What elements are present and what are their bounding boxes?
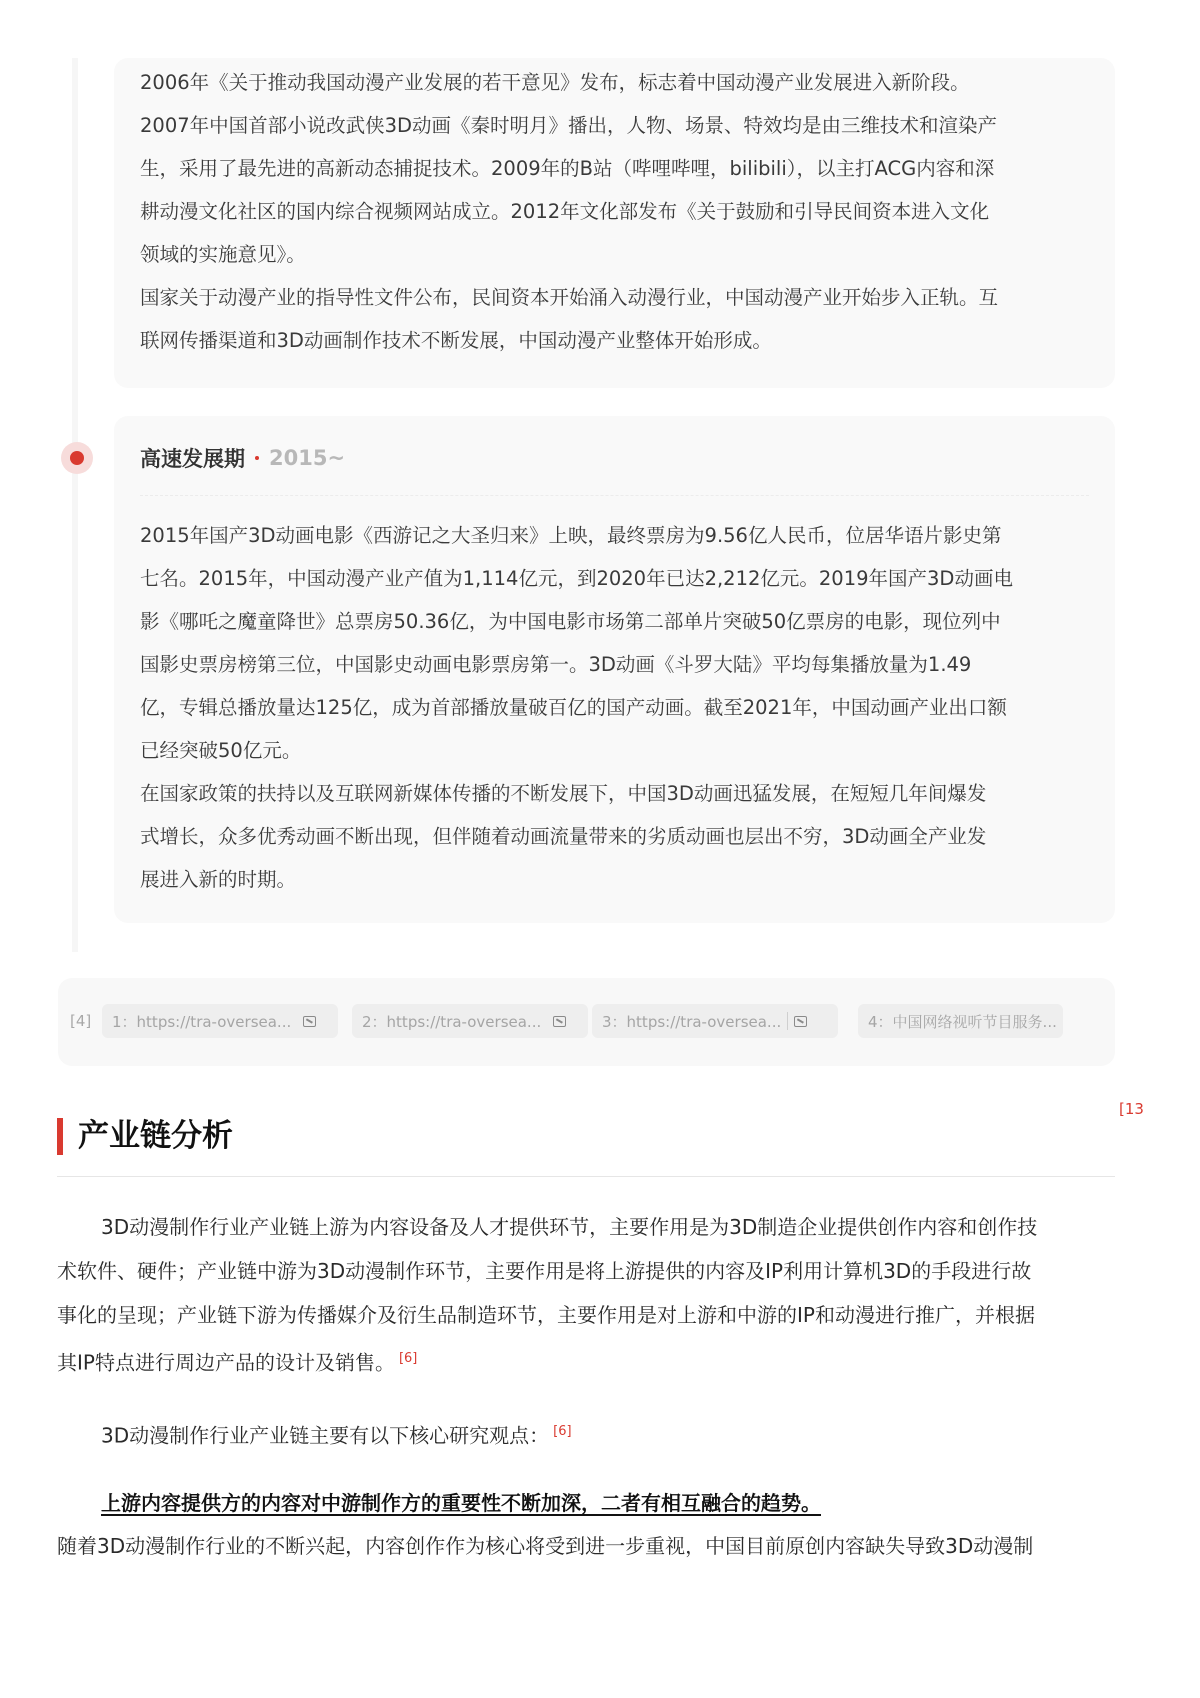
text-line: 事化的呈现；产业链下游为传播媒介及衍生品制造环节，主要作用是对上游和中游的IP和动漫进行推广，并根据 <box>57 1303 1035 1327</box>
text-line: 展进入新的时期。 <box>140 868 297 891</box>
separator-dot-icon <box>255 456 259 460</box>
references-label: [4] <box>70 1012 92 1030</box>
text-line: 术软件、硬件；产业链中游为3D动漫制作环节，主要作用是将上游提供的内容及IP利用计算机3D的手段进行故 <box>57 1259 1032 1283</box>
paragraph-key-point-1 <box>57 1481 821 1525</box>
period-divider <box>140 495 1089 496</box>
text-line: 2007年中国首部小说改武侠3D动画《秦时明月》播出，人物、场景、特效均是由三维技术和渲染产 <box>140 114 998 137</box>
timeline-card-early-development <box>114 58 1115 388</box>
citation-marker[interactable]: [13 <box>1119 1100 1144 1118</box>
section-divider <box>57 1176 1115 1177</box>
period-year: 2015~ <box>269 446 346 470</box>
text-line: 国家关于动漫产业的指导性文件公布，民间资本开始涌入动漫行业，中国动漫产业开始步入正轨。互 <box>140 286 999 309</box>
reference-chip-label: 2：https://tra-oversea... <box>362 1012 542 1031</box>
open-link-icon[interactable] <box>553 1016 566 1027</box>
text-line: 随着3D动漫制作行业的不断兴起，内容创作作为核心将受到进一步重视，中国目前原创内容缺失导致3D动漫制 <box>57 1534 1034 1558</box>
open-link-icon[interactable] <box>794 1016 807 1027</box>
paragraph-key-points-intro <box>57 1410 572 1454</box>
citation-link[interactable]: [6] <box>553 1424 572 1439</box>
text-line: 七名。2015年，中国动漫产业产值为1,114亿元，到2020年已达2,212亿元。2019年国产3D动画电 <box>140 567 1013 590</box>
timeline-card-text <box>140 514 1095 901</box>
text-line: 3D动漫制作行业产业链主要有以下核心研究观点： <box>101 1423 550 1448</box>
text-line: 在国家政策的扶持以及互联网新媒体传播的不断发展下，中国3D动画迅猛发展，在短短几年间爆发 <box>140 782 987 805</box>
text-line: 联网传播渠道和3D动画制作技术不断发展，中国动漫产业整体开始形成。 <box>140 329 772 352</box>
text-line: 式增长，众多优秀动画不断出现，但伴随着动画流量带来的劣质动画也层出不穷，3D动画全产业发 <box>140 825 987 848</box>
text-line: 领域的实施意见》。 <box>140 243 306 266</box>
timeline-dot-icon <box>70 451 84 465</box>
text-line: 3D动漫制作行业产业链上游为内容设备及人才提供环节，主要作用是为3D制造企业提供创作内容和创作技 <box>101 1215 1038 1239</box>
text-line: 生，采用了最先进的高新动态捕捉技术。2009年的B站（哔哩哔哩，bilibili），以主打ACG内容和深 <box>140 157 995 180</box>
timeline-card-rapid-development <box>114 416 1115 923</box>
reference-chip-label: 3：https://tra-oversea... <box>602 1012 782 1031</box>
text-line: 已经突破50亿元。 <box>140 739 302 762</box>
period-header <box>140 440 345 476</box>
text-line: 其IP特点进行周边产品的设计及销售。 <box>57 1350 395 1375</box>
timeline-line <box>72 58 78 952</box>
key-point-heading: 上游内容提供方的内容对中游制作方的重要性不断加深，二者有相互融合的趋势。 <box>101 1491 821 1515</box>
text-line: 2015年国产3D动画电影《西游记之大圣归来》上映，最终票房为9.56亿人民币，位居华语片影史第 <box>140 524 1002 547</box>
text-line: 耕动漫文化社区的国内综合视频网站成立。2012年文化部发布《关于鼓励和引导民间资本进入文化 <box>140 200 990 223</box>
reference-chip-2[interactable] <box>352 1004 588 1038</box>
reference-chip-1[interactable] <box>102 1004 338 1038</box>
section-title: 产业链分析 <box>78 1118 233 1154</box>
text-line: 国影史票房榜第三位，中国影史动画电影票房第一。3D动画《斗罗大陆》平均每集播放量为1.49 <box>140 653 972 676</box>
text-line: 2006年《关于推动我国动漫产业发展的若干意见》发布，标志着中国动漫产业发展进入新阶段。 <box>140 71 970 94</box>
chip-separator <box>787 1012 788 1030</box>
text-line: 亿，专辑总播放量达125亿，成为首部播放量破百亿的国产动画。截至2021年，中国动画产业出口额 <box>140 696 1007 719</box>
reference-chip-label: 4：中国网络视听节目服务... <box>868 1012 1057 1031</box>
references-bar <box>58 978 1115 1066</box>
reference-chip-label: 1：https://tra-oversea... <box>112 1012 292 1031</box>
reference-chip-3[interactable] <box>592 1004 838 1038</box>
period-title: 高速发展期 <box>140 447 245 471</box>
reference-chip-4[interactable] <box>858 1004 1063 1038</box>
paragraph-industry-chain <box>57 1205 1037 1381</box>
timeline-card-text <box>140 61 1095 362</box>
paragraph-key-point-1-body <box>57 1524 1033 1568</box>
open-link-icon[interactable] <box>303 1016 316 1027</box>
section-accent-bar <box>57 1118 63 1155</box>
text-line: 影《哪吒之魔童降世》总票房50.36亿，为中国电影市场第二部单片突破50亿票房的电影，现位列中 <box>140 610 1001 633</box>
citation-link[interactable]: [6] <box>398 1351 418 1366</box>
